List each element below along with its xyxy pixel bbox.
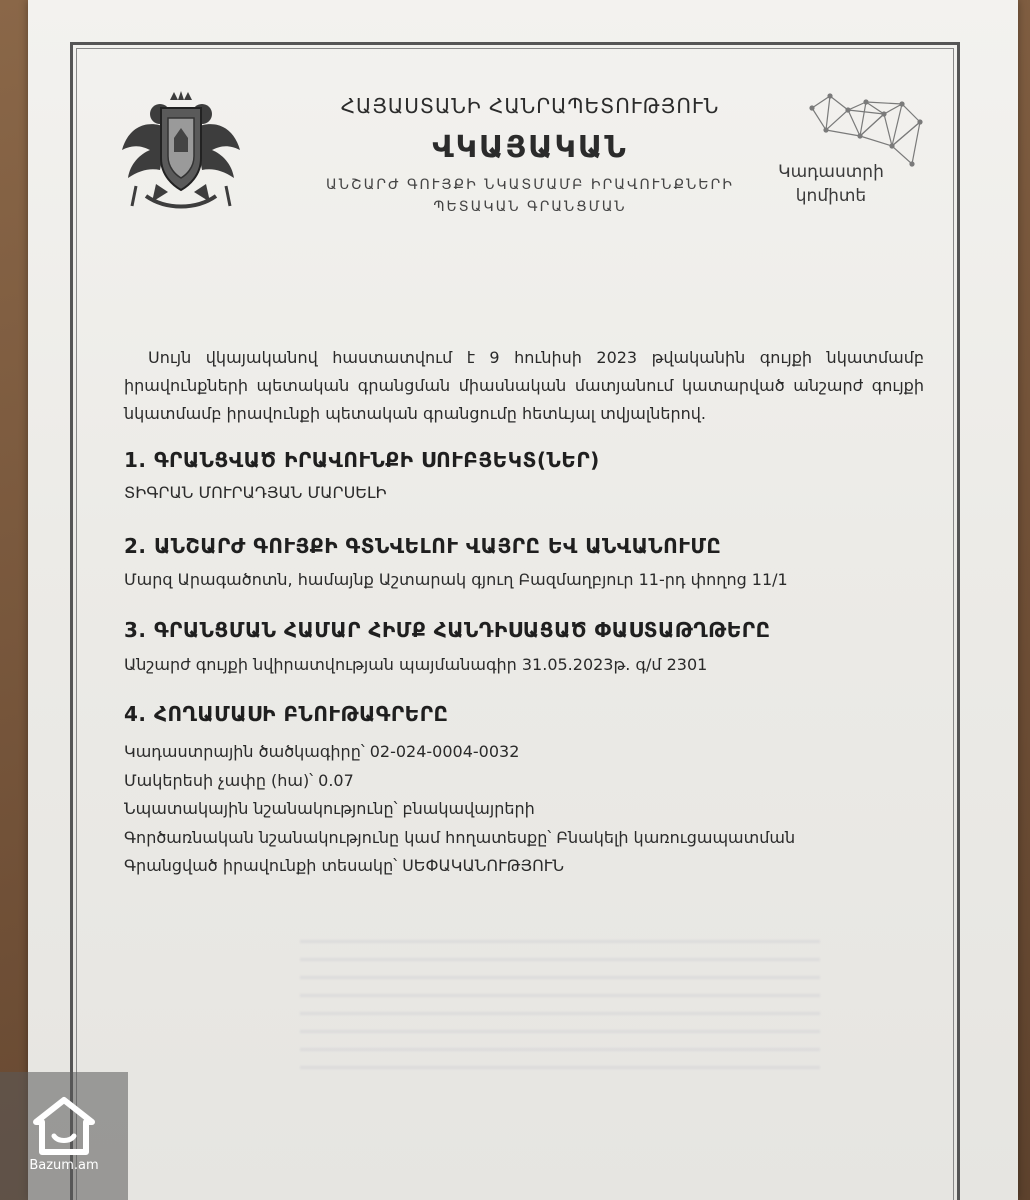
section-4-title: 4. ՀՈՂԱՄԱՍԻ ԲՆՈՒԹԱԳՐԵՐԸ — [124, 702, 449, 726]
list-item: Գործառնական նշանակությունը կամ հողատեսքը՝ Բնակելի կառուցապատման — [124, 827, 796, 847]
logo-line-2: կոմիտե — [795, 186, 867, 206]
document-title: ՎԿԱՅԱԿԱՆ — [432, 130, 628, 165]
land-characteristics-list — [124, 738, 795, 881]
house-logo-icon — [32, 1096, 96, 1156]
subtitle-line-1: ԱՆՇԱՐԺ ԳՈՒՅՔԻ ՆԿԱՏՄԱՄԲ ԻՐԱՎՈՒՆՔՆԵՐԻ — [326, 177, 734, 193]
section-2-title: 2. ԱՆՇԱՐԺ ԳՈՒՅՔԻ ԳՏՆՎԵԼՈՒ ՎԱՅՐԸ ԵՎ ԱՆՎԱՆՈՒՄԸ — [124, 534, 722, 558]
list-item: Նպատակային նշանակությունը՝ բնակավայրերի — [124, 799, 535, 818]
country-name: ՀԱՅԱՍՏԱՆԻ ՀԱՆՐԱՊԵՏՈՒԹՅՈՒՆ — [340, 94, 720, 118]
site-watermark — [0, 1072, 128, 1200]
coat-of-arms-icon — [116, 88, 246, 218]
intro-paragraph: Սույն վկայականով հաստատվում է 9 հունիսի 2023 թվականին գույքի նկատմամբ իրավունքների պետական գրանցման միասնական մատյանում կատարված անշարժ գույքի նկատմամբ իրավունքի պետական գրանցումը հետևյալ տվյալներով. — [124, 348, 924, 423]
list-item: Մակերեսի չափը (հա)՝ 0.07 — [124, 770, 354, 790]
show-through-text — [300, 940, 820, 1070]
section-3-title: 3. ԳՐԱՆՑՄԱՆ ՀԱՄԱՐ ՀԻՄՔ ՀԱՆԴԻՍԱՑԱԾ ՓԱՍՏԱԹՂԹԵՐԸ — [124, 618, 771, 642]
list-item: Կադաստրային ծածկագիրը՝ 02-024-0004-0032 — [124, 742, 520, 761]
section-2-value: Մարզ Արագածոտն, համայնք Աշտարակ գյուղ Բազմաղբյուր 11-րդ փողոց 11/1 — [124, 570, 788, 589]
list-item: Գրանցված իրավունքի տեսակը՝ ՍԵՓԱԿԱՆՈՒԹՅՈՒՆ — [124, 856, 565, 875]
watermark-text: Bazum.am — [29, 1158, 99, 1173]
document-subtitle — [260, 174, 800, 218]
logo-line-1: Կադաստրի — [778, 162, 884, 182]
section-3-value: Անշարժ գույքի նվիրատվության պայմանագիր 31.05.2023թ. գ/մ 2301 — [124, 655, 708, 674]
section-1-title: 1. ԳՐԱՆՑՎԱԾ ԻՐԱՎՈՒՆՔԻ ՍՈՒԲՅԵԿՏ(ՆԵՐ) — [124, 448, 600, 472]
subtitle-line-2: ՊԵՏԱԿԱՆ ԳՐԱՆՑՄԱՆ — [433, 199, 627, 215]
section-1-value: ՏԻԳՐԱՆ ՄՈՒՐԱԴՅԱՆ ՄԱՐՍԵԼԻ — [124, 483, 387, 502]
